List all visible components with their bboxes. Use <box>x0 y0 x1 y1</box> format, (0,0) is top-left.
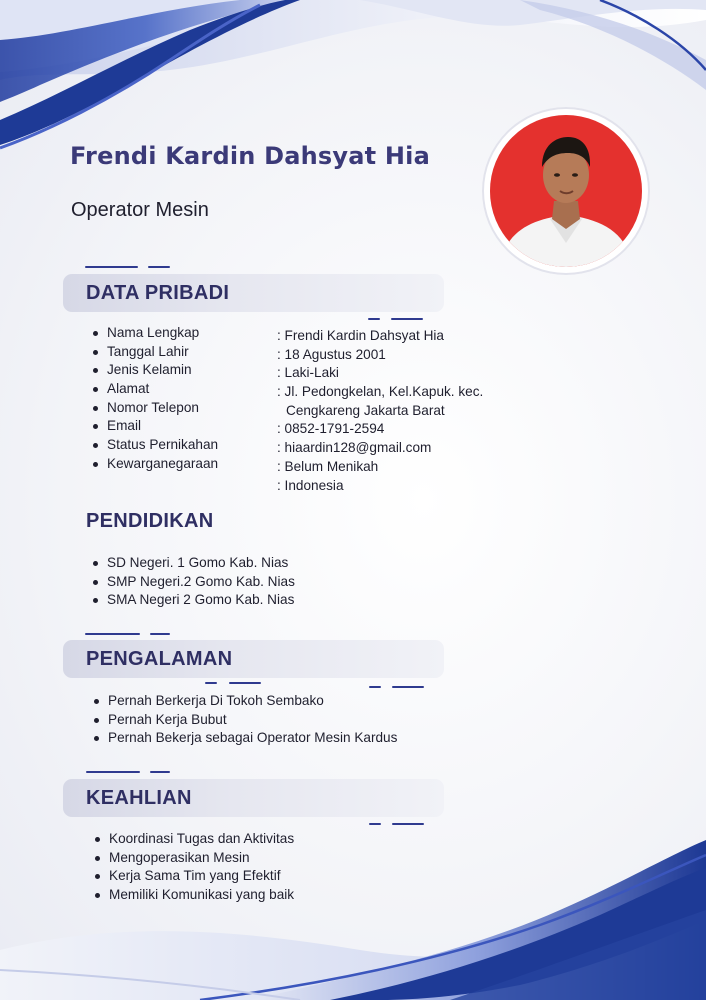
list-item: Memiliki Komunikasi yang baik <box>91 886 294 905</box>
profile-photo <box>490 115 642 267</box>
decor-line <box>150 633 170 635</box>
value-text: : 0852-1791-2594 <box>277 421 385 437</box>
value-text: : Jl. Pedongkelan, Kel.Kapuk. kec. <box>277 384 484 400</box>
decor-line <box>205 682 217 684</box>
list-item: Nomor Telepon <box>89 399 218 418</box>
list-item: Pernah Bekerja sebagai Operator Mesin Kardus <box>90 729 397 748</box>
decor-line <box>85 633 140 635</box>
list-item: Kewarganegaraan <box>89 455 218 474</box>
decor-line <box>368 318 380 320</box>
decor-line <box>86 771 140 773</box>
decor-line <box>148 266 170 268</box>
list-item: Email <box>89 417 218 436</box>
section-band-pengalaman <box>63 640 444 678</box>
value-text: : Laki-Laki <box>277 365 339 381</box>
value-text: Cengkareng Jakarta Barat <box>286 402 445 418</box>
list-item: Kerja Sama Tim yang Efektif <box>91 867 294 886</box>
candidate-name: Frendi Kardin Dahsyat Hia <box>70 142 430 170</box>
decor-line <box>85 266 138 268</box>
value-text: : 18 Agustus 2001 <box>277 346 386 362</box>
section-band-keahlian <box>63 779 444 817</box>
list-item: Koordinasi Tugas dan Aktivitas <box>91 830 294 849</box>
personal-data-values <box>277 327 483 495</box>
decor-line <box>391 318 423 320</box>
section-title-pendidikan: PENDIDIKAN <box>86 510 214 532</box>
list-item: SMP Negeri.2 Gomo Kab. Nias <box>89 573 295 592</box>
list-item: Tanggal Lahir <box>89 343 218 362</box>
list-item: Status Pernikahan <box>89 436 218 455</box>
experience-list <box>90 692 397 748</box>
decor-line <box>392 686 424 688</box>
decor-line <box>150 771 170 773</box>
list-item: Jenis Kelamin <box>89 361 218 380</box>
list-item: Pernah Kerja Bubut <box>90 711 397 730</box>
value-text: : hiaardin128@gmail.com <box>277 440 432 456</box>
section-title-data-pribadi: DATA PRIBADI <box>86 282 230 304</box>
list-item: Pernah Berkerja Di Tokoh Sembako <box>90 692 397 711</box>
skills-list <box>91 830 294 905</box>
section-band-data-pribadi <box>63 274 444 312</box>
list-item: Mengoperasikan Mesin <box>91 849 294 868</box>
value-text: : Frendi Kardin Dahsyat Hia <box>277 328 444 343</box>
decor-line <box>369 823 381 825</box>
list-item: Alamat <box>89 380 218 399</box>
list-item: SD Negeri. 1 Gomo Kab. Nias <box>89 554 295 573</box>
list-item: SMA Negeri 2 Gomo Kab. Nias <box>89 591 295 610</box>
personal-data-labels <box>89 324 218 474</box>
job-title: Operator Mesin <box>71 199 209 221</box>
decor-line <box>229 682 261 684</box>
decor-line <box>369 686 381 688</box>
section-title-pengalaman: PENGALAMAN <box>86 648 233 670</box>
section-title-keahlian: KEAHLIAN <box>86 787 192 809</box>
education-list <box>89 554 295 610</box>
value-text: : Indonesia <box>277 477 344 493</box>
decor-line <box>392 823 424 825</box>
value-text: : Belum Menikah <box>277 458 379 474</box>
list-item: Nama Lengkap <box>89 324 218 343</box>
